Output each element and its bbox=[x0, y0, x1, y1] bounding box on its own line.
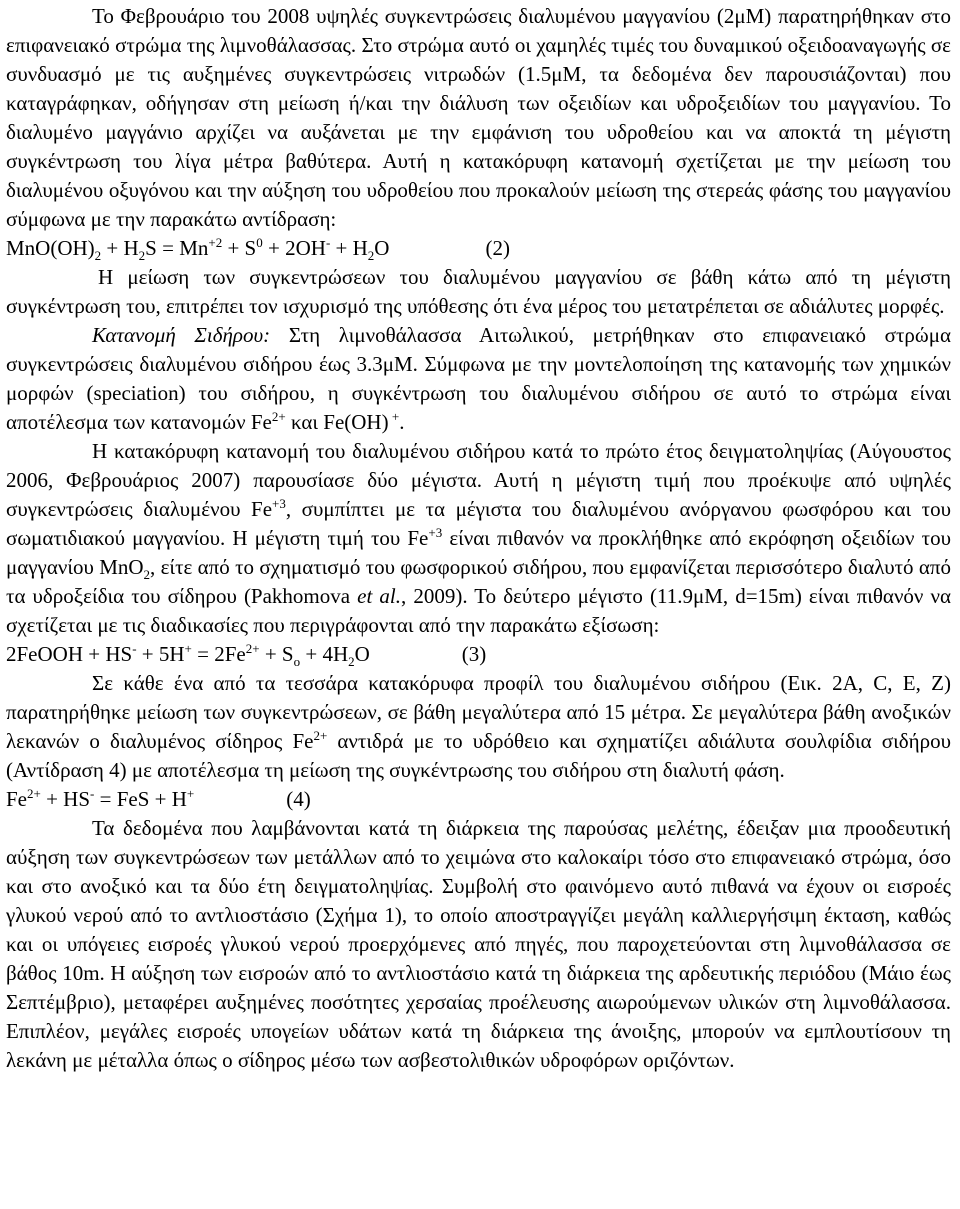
superscript: 2+ bbox=[271, 409, 286, 424]
eq4-term: Fe bbox=[6, 787, 27, 811]
equation-number: (2) bbox=[485, 236, 510, 260]
eq2-term: + 2OH bbox=[262, 236, 326, 260]
eq3-term: = 2Fe bbox=[191, 642, 246, 666]
citation-et-al: et al. bbox=[357, 584, 401, 608]
paragraph-manganese-decrease: Η μείωση των συγκεντρώσεων του διαλυμένου μαγγανίου σε βάθη κάτω από τη μέγιστη συγκέντρωση του, επιτρέπει τον ισχυρισμό της υπόθεσης ότι ένα μέρος του μετατρέπεται σε αδιάλυτες μορφές. bbox=[6, 265, 951, 318]
eq2-sub: 2 bbox=[94, 248, 102, 264]
paragraph-text: , συμπίπτει με τα μέγιστα του διαλυμένου ανόργανου φωσφόρου και του σωματιδιακού μαγγανίου. Η μέγιστη τιμή του Fe bbox=[6, 497, 951, 550]
eq2-term: S = Mn bbox=[145, 236, 209, 260]
superscript: +3 bbox=[428, 525, 443, 540]
equation-3 bbox=[6, 640, 951, 669]
paragraph-vertical-distribution bbox=[6, 437, 951, 640]
subscript: 2 bbox=[143, 567, 151, 583]
eq3-term: 2FeOOH + HS bbox=[6, 642, 133, 666]
eq3-term: + S bbox=[259, 642, 294, 666]
paragraph-text: , 2009). Το δεύτερο μέγιστο (11.9μΜ, d=15m) είναι πιθανόν να σχετίζεται με τις διαδικασίες που περιγράφονται από την παρακάτω εξίσωση: bbox=[6, 584, 951, 637]
equation-number: (4) bbox=[286, 787, 311, 811]
eq2-term: + H bbox=[330, 236, 368, 260]
eq4-sup: - bbox=[90, 786, 95, 801]
paragraph-iron-distribution bbox=[6, 321, 951, 437]
eq3-term: + 4H bbox=[300, 642, 349, 666]
eq2-term: O bbox=[374, 236, 390, 260]
eq2-sup: - bbox=[325, 235, 331, 250]
eq2-term: MnO(OH) bbox=[6, 236, 95, 260]
eq3-sup: + bbox=[184, 641, 192, 656]
paragraph-text: είναι πιθανόν να προκλήθηκε από εκρόφηση οξειδίων του μαγγανίου MnO bbox=[6, 526, 951, 579]
eq2-term: + H bbox=[101, 236, 139, 260]
eq3-term: + 5H bbox=[136, 642, 185, 666]
paragraph-text: και Fe(OH) bbox=[285, 410, 389, 434]
paragraph-text: Σε κάθε ένα από τα τεσσάρα κατακόρυφα προφίλ του διαλυμένου σιδήρου (Εικ. 2Α, C, E, Z) παρατηρήθηκε μείωση των συγκεντρώσεων, σε βάθη μεγαλύτερα από 15 μέτρα. Σε μεγαλύτερα βάθη ανοξικών λεκανών ο διαλυμένος σίδηρος Fe bbox=[6, 671, 951, 753]
paragraph-text: Η κατακόρυφη κατανομή του διαλυμένου σιδήρου κατά το πρώτο έτος δειγματοληψίας (Αύγουστος 2006, Φεβρουάριος 2007) παρουσίασε δύο μέγιστα. Αυτή η μέγιστη τιμή που προέκυψε από υψηλές συγκεντρώσεις διαλυμένου Fe bbox=[6, 439, 951, 521]
eq4-term: = FeS + H bbox=[94, 787, 187, 811]
paragraph-text: , είτε από το σχηματισμό του φωσφορικού σιδήρου, που εμφανίζεται περισσότερο διαλυτό από τα υδροξείδια του σίδηρου (Pakhomova bbox=[6, 555, 951, 608]
equation-2 bbox=[6, 234, 951, 263]
superscript: +3 bbox=[272, 496, 286, 511]
superscript: 2+ bbox=[313, 728, 328, 743]
eq3-sub: 2 bbox=[348, 654, 355, 670]
paragraph-text: αντιδρά με το υδρόθειο και σχηματίζει αδιάλυτα σουλφίδια σιδήρου (Αντίδραση 4) με αποτέλεσμα τη μείωση της συγκέντρωσης του σιδήρου στη διαλυτή φάση. bbox=[6, 729, 951, 782]
eq3-sub: o bbox=[293, 654, 301, 670]
eq2-sup: +2 bbox=[208, 235, 223, 250]
section-heading-iron: Κατανομή Σιδήρου: bbox=[92, 323, 271, 347]
paragraph-text: . bbox=[399, 410, 405, 434]
eq2-sup: 0 bbox=[256, 235, 263, 250]
eq2-term: + S bbox=[222, 236, 257, 260]
eq4-term: + HS bbox=[40, 787, 91, 811]
paragraph-manganese-text: παρατηρήθηκαν στο επιφανειακό στρώμα της λιμνοθάλασσας. Στο στρώμα αυτό οι χαμηλές τιμές του δυναμικού οξειδοαναγωγής σε συνδυασμό με τις αυξημένες συγκεντρώσεις νιτρωδών (1.5μΜ, τα δεδομένα δεν παρουσιάζονται) που καταγράφηκαν, οδήγησαν στη μείωση ή/και την διάλυση των οξειδίων και υδροξειδίων του μαγγανίου. Το διαλυμένο μαγγάνιο αρχίζει να αυξάνεται με την εμφάνιση του υδροθείου και να αποκτά τη μέγιστη συγκέντρωση του λίγα μέτρα βαθύτερα. Αυτή η κατακόρυφη κατανομή σχετίζεται με την μείωση του διαλυμένου οξυγόνου και την αύξηση του υδροθείου που προκαλούν μείωση της στερεάς φάσης του μαγγανίου σύμφωνα με την παρακάτω αντίδραση: bbox=[6, 4, 951, 231]
eq2-sub: 2 bbox=[367, 248, 375, 264]
eq3-sup: 2+ bbox=[245, 641, 260, 656]
eq2-sub: 2 bbox=[138, 248, 146, 264]
paragraph-manganese bbox=[6, 0, 951, 234]
eq4-sup: + bbox=[186, 786, 195, 801]
paragraph-metal-increase: Τα δεδομένα που λαμβάνονται κατά τη διάρκεια της παρούσας μελέτης, έδειξαν μια προοδευτική αύξηση των συγκεντρώσεων των μετάλλων από το χειμώνα στο καλοκαίρι τόσο στο επιφανειακό στρώμα, όσο και στο ανοξικό και τα δύο έτη δειγματοληψίας. Συμβολή στο φαινόμενο αυτό πιθανά να έχουν οι εισροές γλυκού νερού από το αντλιοστάσιο (Σχήμα 1), το οποίο αποστραγγίζει μεγάλη καλλιεργήσιμη έκταση, καθώς και οι υπόγειες εισροές γλυκού νερού προερχόμενες από πηγές, που παροχετεύονται στη λιμνοθάλασσα σε βάθος 10m. Η αύξηση των εισροών από το αντλιοστάσιο κατά τη διάρκεια της αρδευτικής περιόδου (Μάιο έως Σεπτέμβριο), μεταφέρει αυξημένες ποσότητες χερσαίας προέλευσης αιωρούμενων υλικών στη λιμνοθάλασσα. Επιπλέον, μεγάλες εισροές υπογείων υδάτων κατά τη διάρκεια της άνοιξης, μπορούν να εμπλουτίσουν τη λεκάνη με μέταλλα όπως ο σίδηρος μέσω των ασβεστολιθικών υδροφόρων οριζόντων. bbox=[6, 816, 951, 1072]
equation-4 bbox=[6, 785, 951, 814]
paragraph-text: Στη λιμνοθάλασσα Αιτωλικού, μετρήθηκαν στο επιφανειακό στρώμα συγκεντρώσεις διαλυμένου σιδήρου έως 3.3μΜ. Σύμφωνα με την μοντελοποίηση της κατανομής των χημικών μορφών (speciation) του σιδήρου, η συγκέντρωση του διαλυμένου σιδήρου σε αυτό το στρώμα είναι αποτέλεσμα των κατανομών Fe bbox=[6, 323, 951, 434]
paragraph-iron-profiles bbox=[6, 669, 951, 785]
paragraph-manganese-line1: Το Φεβρουάριο του 2008 υψηλές συγκεντρώσεις διαλυμένου μαγγανίου (2μΜ) bbox=[92, 4, 772, 28]
eq3-term: O bbox=[354, 642, 370, 666]
eq4-sup: 2+ bbox=[27, 786, 41, 801]
eq3-sup: - bbox=[132, 641, 137, 656]
superscript: + bbox=[388, 409, 400, 424]
equation-number: (3) bbox=[461, 642, 487, 666]
